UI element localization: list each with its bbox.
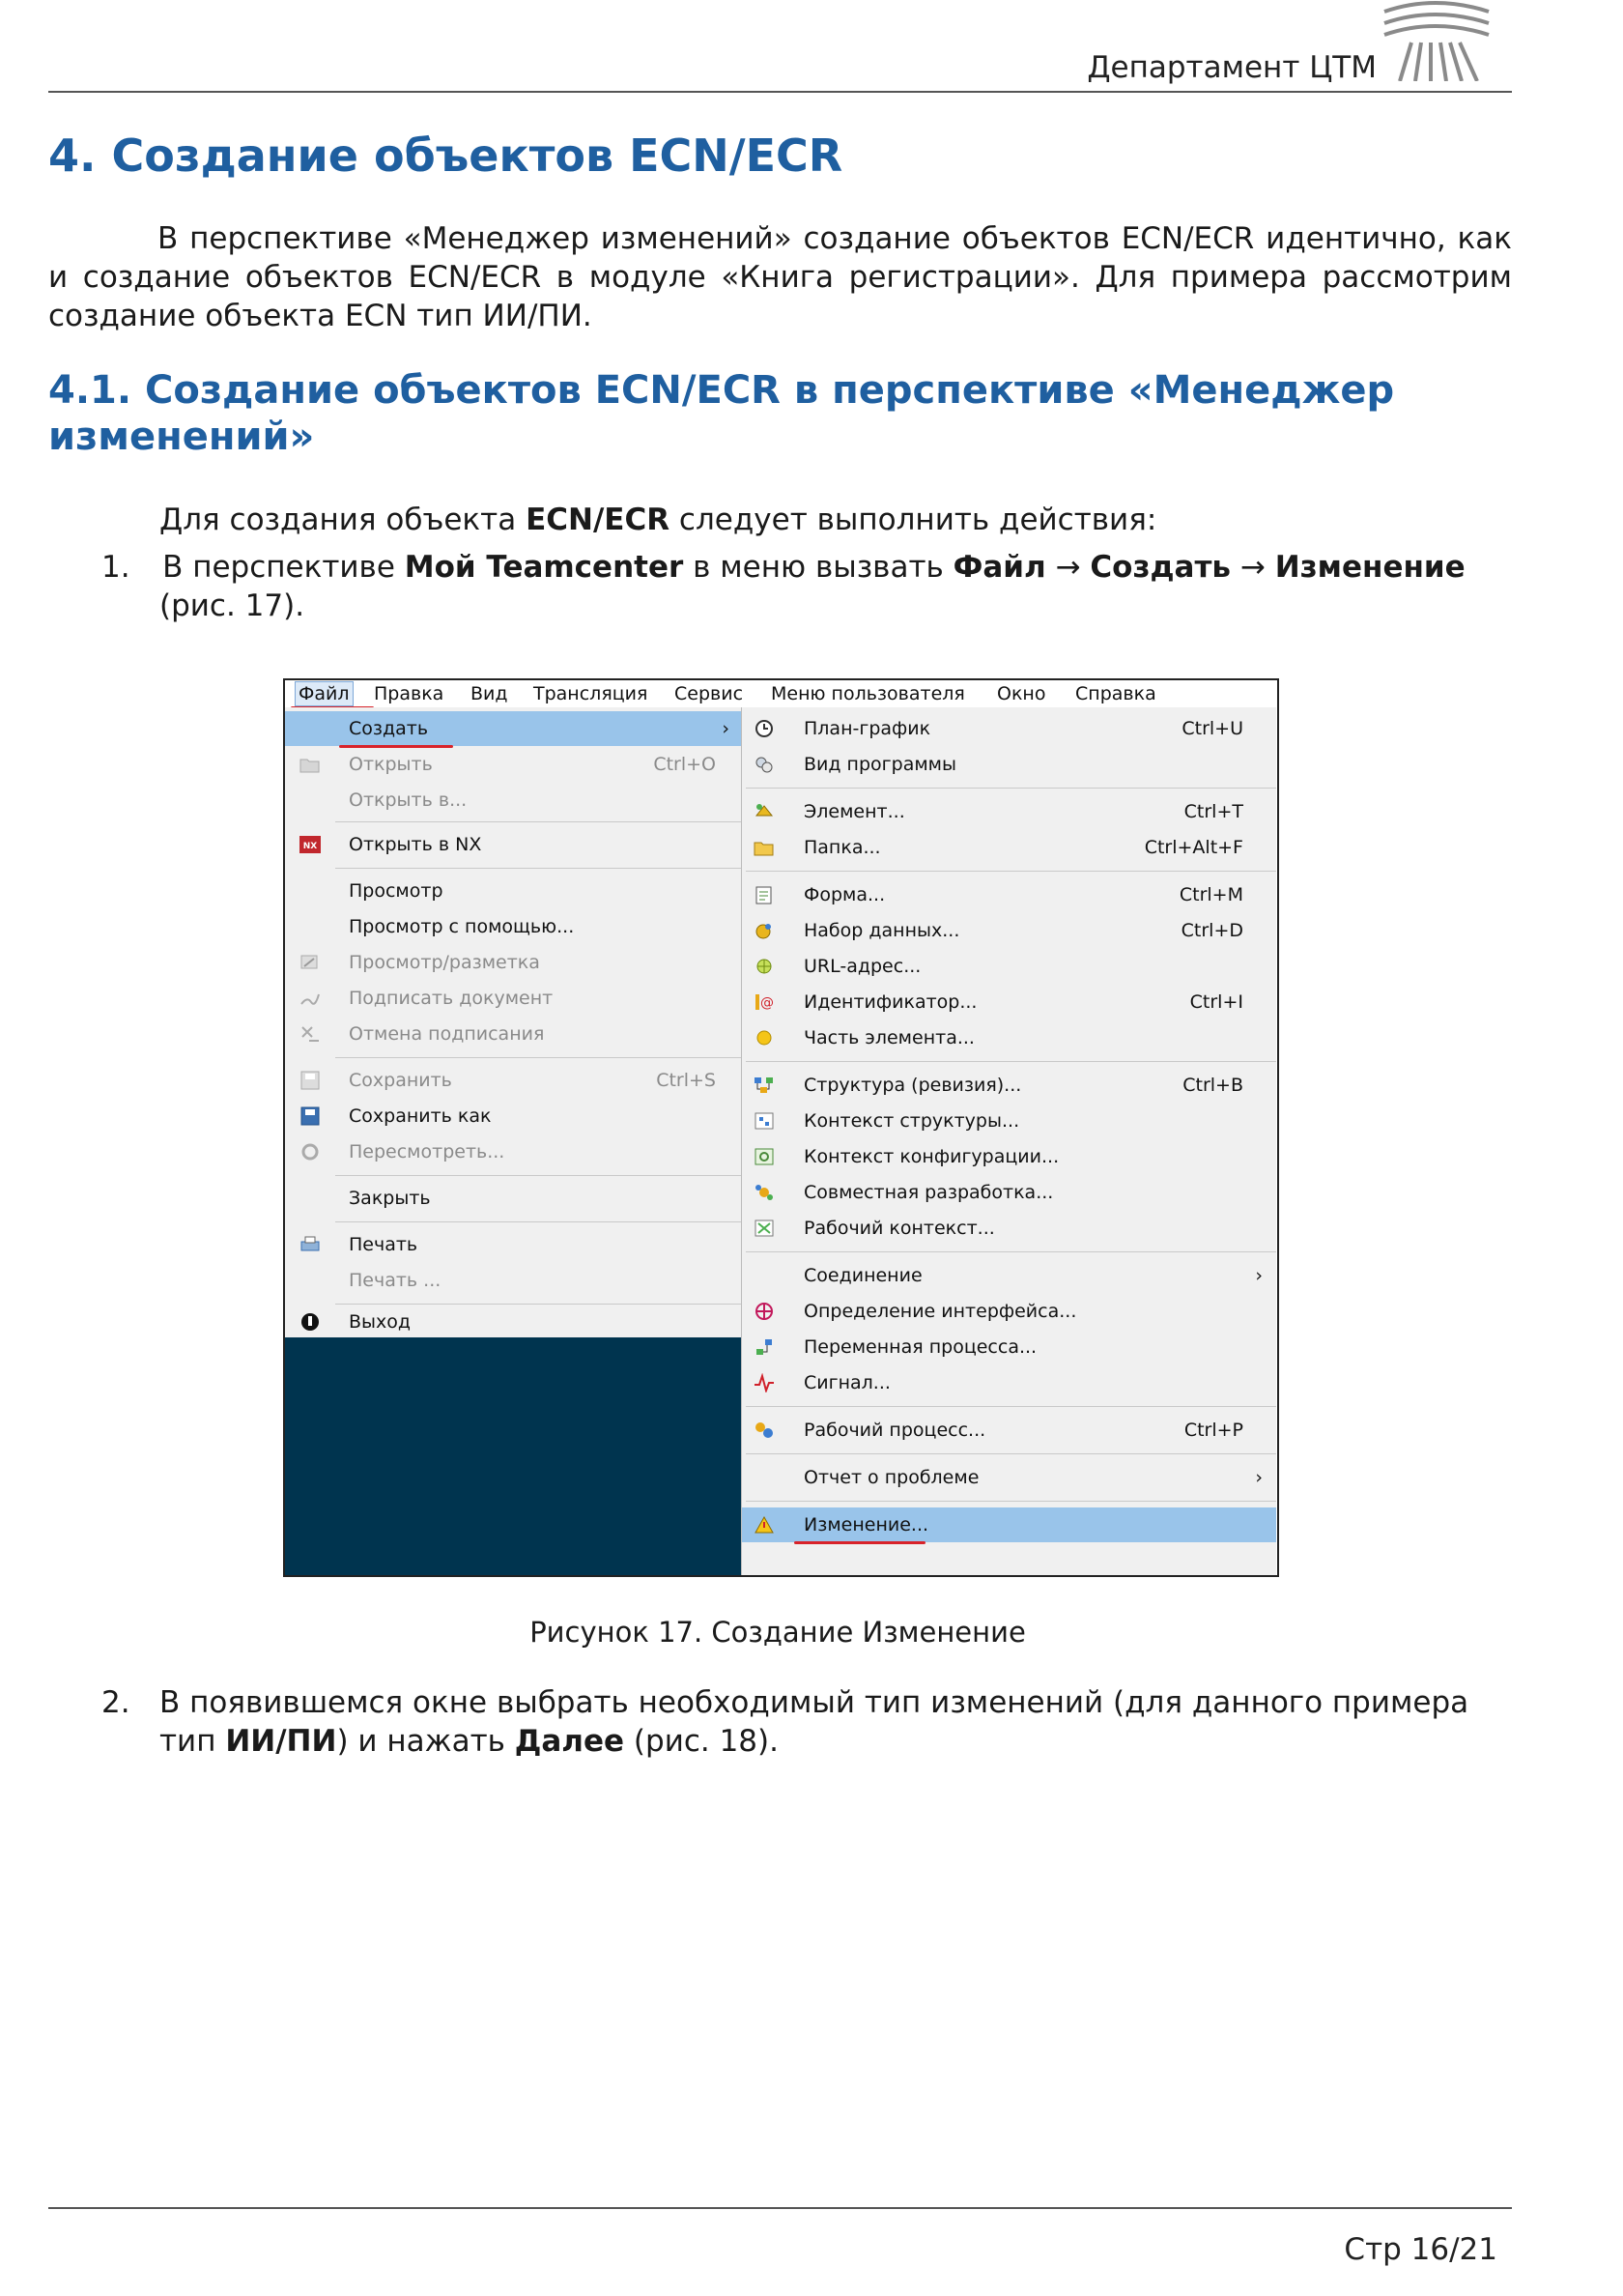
menu-separator	[335, 1175, 741, 1176]
steps-intro-text: Для создания объекта	[159, 502, 527, 537]
submenu-item-connection[interactable]: Соединение ›	[742, 1258, 1276, 1293]
submenu-item-workflow[interactable]: Рабочий процесс... Ctrl+P	[742, 1413, 1276, 1448]
file-menu-dropdown	[285, 707, 741, 1575]
workflow-icon	[754, 1421, 775, 1440]
menu-item-sign-document[interactable]: Подписать документ	[285, 981, 741, 1016]
submenu-item-work-context[interactable]: Рабочий контекст...	[742, 1211, 1276, 1246]
menu-edit[interactable]: Правка	[374, 683, 444, 704]
menu-item-print[interactable]: Печать	[285, 1227, 741, 1262]
submenu-item-structure[interactable]: Структура (ревизия)... Ctrl+B	[742, 1068, 1276, 1103]
submenu-item-config-context[interactable]: Контекст конфигурации...	[742, 1139, 1276, 1174]
menu-window[interactable]: Окно	[997, 683, 1046, 704]
step-text: В перспективе Мой Teamcenter в меню вызвать Файл → Создать → Изменение (рис. 17).	[159, 550, 1466, 623]
submenu-item-item-part[interactable]: Часть элемента...	[742, 1020, 1276, 1055]
work-context-icon	[754, 1219, 775, 1238]
figure-screenshot	[283, 678, 1279, 1577]
step-number: 1.	[101, 550, 130, 585]
steps-intro-text-end: следует выполнить действия:	[669, 502, 1157, 537]
create-submenu	[741, 707, 1276, 1575]
underline-mark	[794, 1541, 925, 1544]
menu-separator	[746, 788, 1276, 789]
interface-icon	[754, 1302, 775, 1321]
menu-separator	[746, 1061, 1276, 1062]
menu-item-save-as[interactable]: Сохранить как	[285, 1099, 741, 1134]
structure-icon	[754, 1076, 775, 1095]
menu-item-print-dialog[interactable]: Печать ...	[349, 1270, 441, 1291]
submenu-item-schedule[interactable]: План-график Ctrl+U	[742, 711, 1276, 746]
menu-file[interactable]: Файл	[295, 681, 354, 706]
item-icon	[754, 802, 775, 821]
menu-separator	[746, 1501, 1276, 1502]
footer-divider	[48, 2207, 1512, 2209]
intro-paragraph: В перспективе «Менеджер изменений» создание объектов ECN/ECR идентично, как и создание объектов ECN/ECR в модуле «Книга регистрации». Для примера рассмотрим создание объекта ECN тип ИИ/ПИ.	[48, 221, 1512, 333]
menu-separator	[335, 1057, 741, 1058]
revise-icon	[299, 1142, 321, 1162]
change-icon	[754, 1515, 775, 1535]
process-variable-icon	[754, 1337, 775, 1357]
folder-icon	[754, 838, 775, 857]
submenu-item-identifier[interactable]: @ Идентификатор... Ctrl+I	[742, 985, 1276, 1019]
step-text: В появившемся окне выбрать необходимый тип изменений (для данного примера тип ИИ/ПИ) и нажать Далее (рис. 18).	[159, 1685, 1469, 1759]
chevron-right-icon: ›	[1255, 1467, 1263, 1488]
markup-icon	[299, 953, 321, 972]
menu-item-exit[interactable]: Выход	[285, 1306, 741, 1337]
submenu-item-item[interactable]: Элемент... Ctrl+T	[742, 794, 1276, 829]
submenu-item-structure-context[interactable]: Контекст структуры...	[742, 1104, 1276, 1138]
submenu-item-collaboration[interactable]: Совместная разработка...	[742, 1175, 1276, 1210]
menu-help[interactable]: Справка	[1075, 683, 1156, 704]
steps-intro-bold: ECN/ECR	[526, 502, 670, 537]
menu-translation[interactable]: Трансляция	[533, 683, 648, 704]
menu-user[interactable]: Меню пользователя	[771, 683, 965, 704]
submenu-item-problem-report[interactable]: Отчет о проблеме ›	[742, 1460, 1276, 1495]
url-icon	[754, 957, 775, 976]
menu-separator	[335, 1304, 741, 1305]
step-number: 2.	[101, 1685, 130, 1720]
menu-item-cancel-signing[interactable]: Отмена подписания	[285, 1017, 741, 1051]
submenu-item-url[interactable]: URL-адрес...	[742, 949, 1276, 984]
menu-separator	[335, 821, 741, 822]
menu-bar	[285, 680, 1277, 707]
company-logo-icon	[1377, 0, 1493, 81]
form-icon	[754, 885, 775, 904]
menu-service[interactable]: Сервис	[674, 683, 744, 704]
program-view-icon	[754, 755, 775, 774]
chevron-right-icon: ›	[722, 718, 729, 739]
menu-separator	[746, 871, 1276, 872]
steps-intro	[159, 501, 1512, 539]
submenu-item-change[interactable]: Изменение...	[742, 1507, 1276, 1542]
schedule-icon	[754, 719, 775, 738]
menu-separator	[746, 1453, 1276, 1454]
save-icon	[299, 1071, 321, 1090]
print-icon	[299, 1235, 321, 1254]
submenu-item-program-view[interactable]: Вид программы	[742, 747, 1276, 782]
submenu-item-signal[interactable]: Сигнал...	[742, 1365, 1276, 1400]
svg-text:NX: NX	[302, 842, 318, 851]
dataset-icon	[754, 921, 775, 940]
submenu-item-interface-definition[interactable]: Определение интерфейса...	[742, 1294, 1276, 1329]
menu-separator	[335, 868, 741, 869]
menu-separator	[746, 1406, 1276, 1407]
structure-context-icon	[754, 1111, 775, 1131]
menu-view[interactable]: Вид	[470, 683, 508, 704]
header-department: Департамент ЦТМ	[1087, 50, 1377, 85]
menu-item-revise[interactable]: Пересмотреть...	[285, 1134, 741, 1169]
menu-separator	[335, 1221, 741, 1222]
menu-item-markup[interactable]: Просмотр/разметка	[285, 945, 741, 980]
page-number: Стр 16/21	[1344, 2232, 1497, 2267]
header-divider	[48, 91, 1512, 93]
svg-text:@: @	[760, 995, 774, 1011]
menu-item-close[interactable]: Закрыть	[349, 1188, 431, 1209]
subsection-heading: 4.1. Создание объектов ECN/ECR в перспективе «Менеджер изменений»	[48, 368, 1395, 459]
save-as-icon	[299, 1106, 321, 1126]
submenu-item-dataset[interactable]: Набор данных... Ctrl+D	[742, 913, 1276, 948]
folder-open-icon	[299, 755, 321, 774]
unsign-icon	[299, 1024, 321, 1044]
nx-icon	[299, 835, 321, 854]
chevron-right-icon: ›	[1255, 1265, 1263, 1286]
signal-icon	[754, 1373, 775, 1392]
figure-caption: Рисунок 17. Создание Изменение	[529, 1616, 1026, 1649]
item-part-icon	[754, 1028, 775, 1048]
menu-item-open-in[interactable]: Открыть в...	[349, 789, 468, 811]
identifier-icon	[754, 992, 775, 1012]
menu-item-create[interactable]: Создать ›	[285, 711, 741, 746]
menu-item-view-with[interactable]: Просмотр с помощью...	[349, 916, 575, 937]
file-menu-panel	[285, 707, 742, 1337]
section-heading: 4. Создание объектов ECN/ECR	[48, 129, 843, 182]
menu-item-view[interactable]: Просмотр	[349, 880, 443, 902]
exit-icon	[299, 1312, 321, 1332]
collaboration-icon	[754, 1183, 775, 1202]
menu-item-open[interactable]: Открыть Ctrl+O	[285, 747, 741, 782]
menu-item-open-nx[interactable]: NX Открыть в NX	[285, 827, 741, 862]
config-context-icon	[754, 1147, 775, 1166]
submenu-item-form[interactable]: Форма... Ctrl+M	[742, 877, 1276, 912]
menu-item-save[interactable]: Сохранить Ctrl+S	[285, 1063, 741, 1098]
sign-icon	[299, 989, 321, 1008]
submenu-item-folder[interactable]: Папка... Ctrl+Alt+F	[742, 830, 1276, 865]
submenu-item-process-variable[interactable]: Переменная процесса...	[742, 1330, 1276, 1364]
menu-separator	[746, 1251, 1276, 1252]
